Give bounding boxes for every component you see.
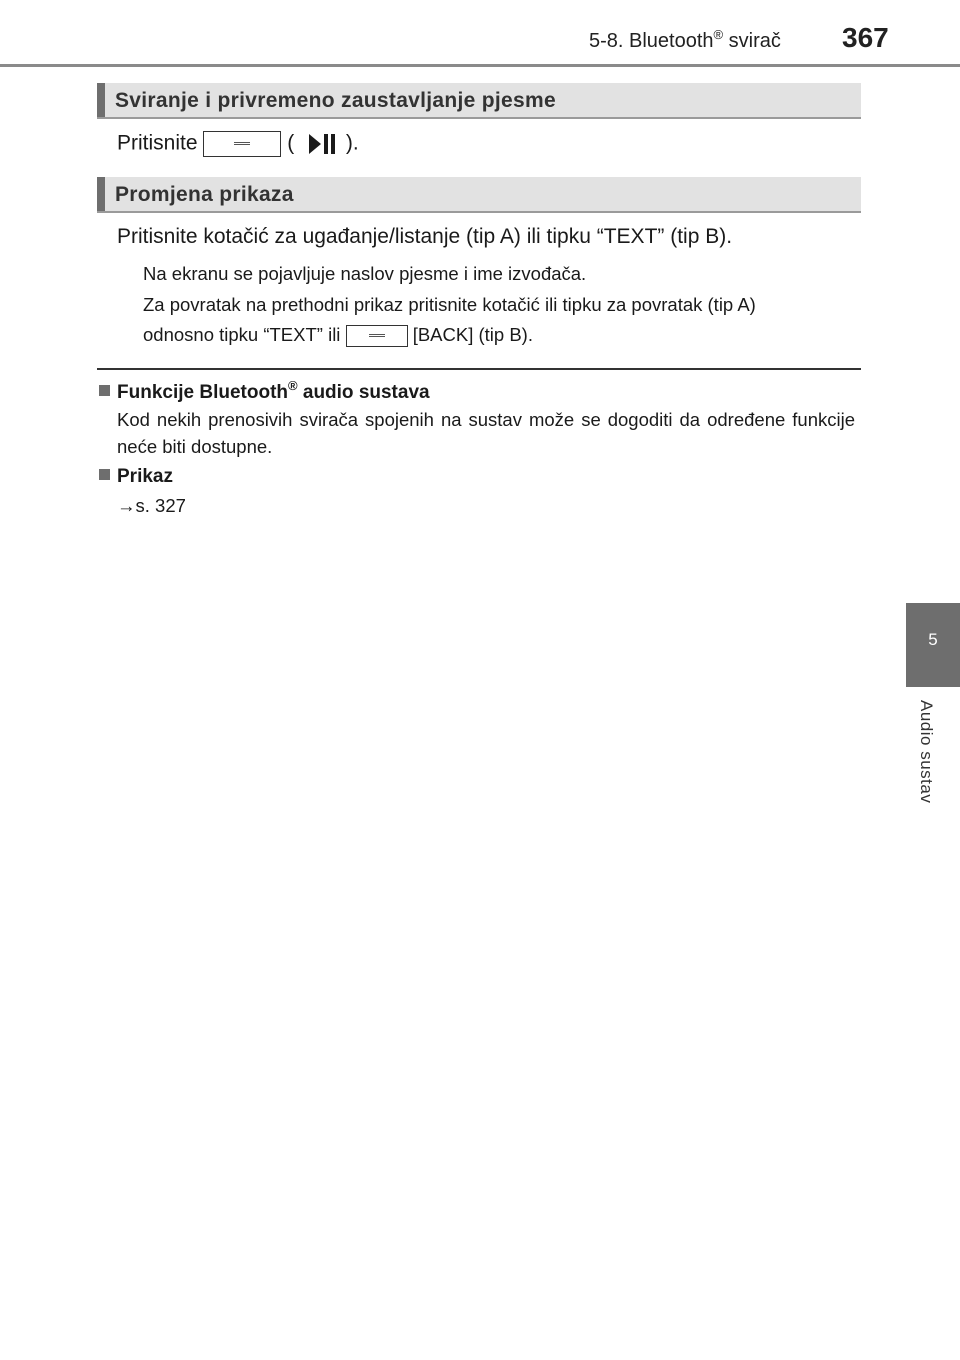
play-pause-instruction [117, 131, 359, 157]
change-display-note-1: Na ekranu se pojavljuje naslov pjesme i ime izvođača. [143, 263, 587, 284]
instruction-text-paren-open: ( [281, 131, 295, 155]
page-reference-link[interactable] [117, 495, 186, 517]
section-title [589, 27, 781, 53]
instruction-text: Pritisnite [117, 131, 204, 155]
note-heading-display [99, 466, 173, 488]
chapter-tab-label: Audio sustav [917, 700, 936, 804]
preset-button-graphic [203, 131, 281, 157]
square-bullet-icon [99, 469, 110, 480]
heading-title: Promjena prikaza [115, 183, 294, 206]
section-heading-play-pause [97, 83, 861, 119]
content-divider [97, 368, 861, 370]
note-heading-suffix: audio sustava [297, 382, 430, 403]
button-dash-icon [234, 142, 250, 145]
heading-accent-bar [97, 177, 105, 211]
button-dash-icon [369, 334, 385, 337]
arrow-right-icon: → [117, 495, 136, 516]
note-heading-text: Funkcije Bluetooth [117, 382, 288, 403]
change-display-note-2-line-2 [143, 324, 533, 347]
instruction-text-paren-close: ). [340, 131, 359, 155]
section-title-suffix: svirač [723, 30, 781, 52]
note-heading-text: Prikaz [117, 466, 173, 487]
preset-button-graphic [346, 325, 408, 347]
header-divider [0, 64, 960, 67]
heading-title: Sviranje i privremeno zaustavljanje pjesme [115, 89, 556, 112]
note-body-bluetooth-functions: Kod nekih prenosivih svirača spojenih na sustav može se dogoditi da određene funkcije neće biti dostupne. [117, 409, 855, 457]
registered-mark: ® [713, 27, 724, 42]
square-bullet-icon [99, 385, 110, 396]
note-text: odnosno tipku “TEXT” ili [143, 324, 346, 345]
page-header [0, 0, 960, 68]
page-reference-text: s. 327 [135, 495, 186, 516]
note-text-suffix: [BACK] (tip B). [407, 324, 533, 345]
change-display-note-2-line-1: Za povratak na prethodni prikaz pritisnite kotačić ili tipku za povratak (tip A) [143, 294, 756, 315]
heading-accent-bar [97, 83, 105, 117]
page-number: 367 [842, 22, 889, 53]
change-display-instruction: Pritisnite kotačić za ugađanje/listanje (tip A) ili tipku “TEXT” (tip B). [117, 225, 733, 248]
chapter-tab-number: 5 [906, 603, 960, 687]
registered-mark: ® [288, 378, 298, 393]
section-title-text: 5-8. Bluetooth [589, 30, 714, 52]
play-pause-icon [300, 131, 340, 157]
section-heading-change-display [97, 177, 861, 213]
note-heading-bluetooth-functions [99, 378, 430, 404]
